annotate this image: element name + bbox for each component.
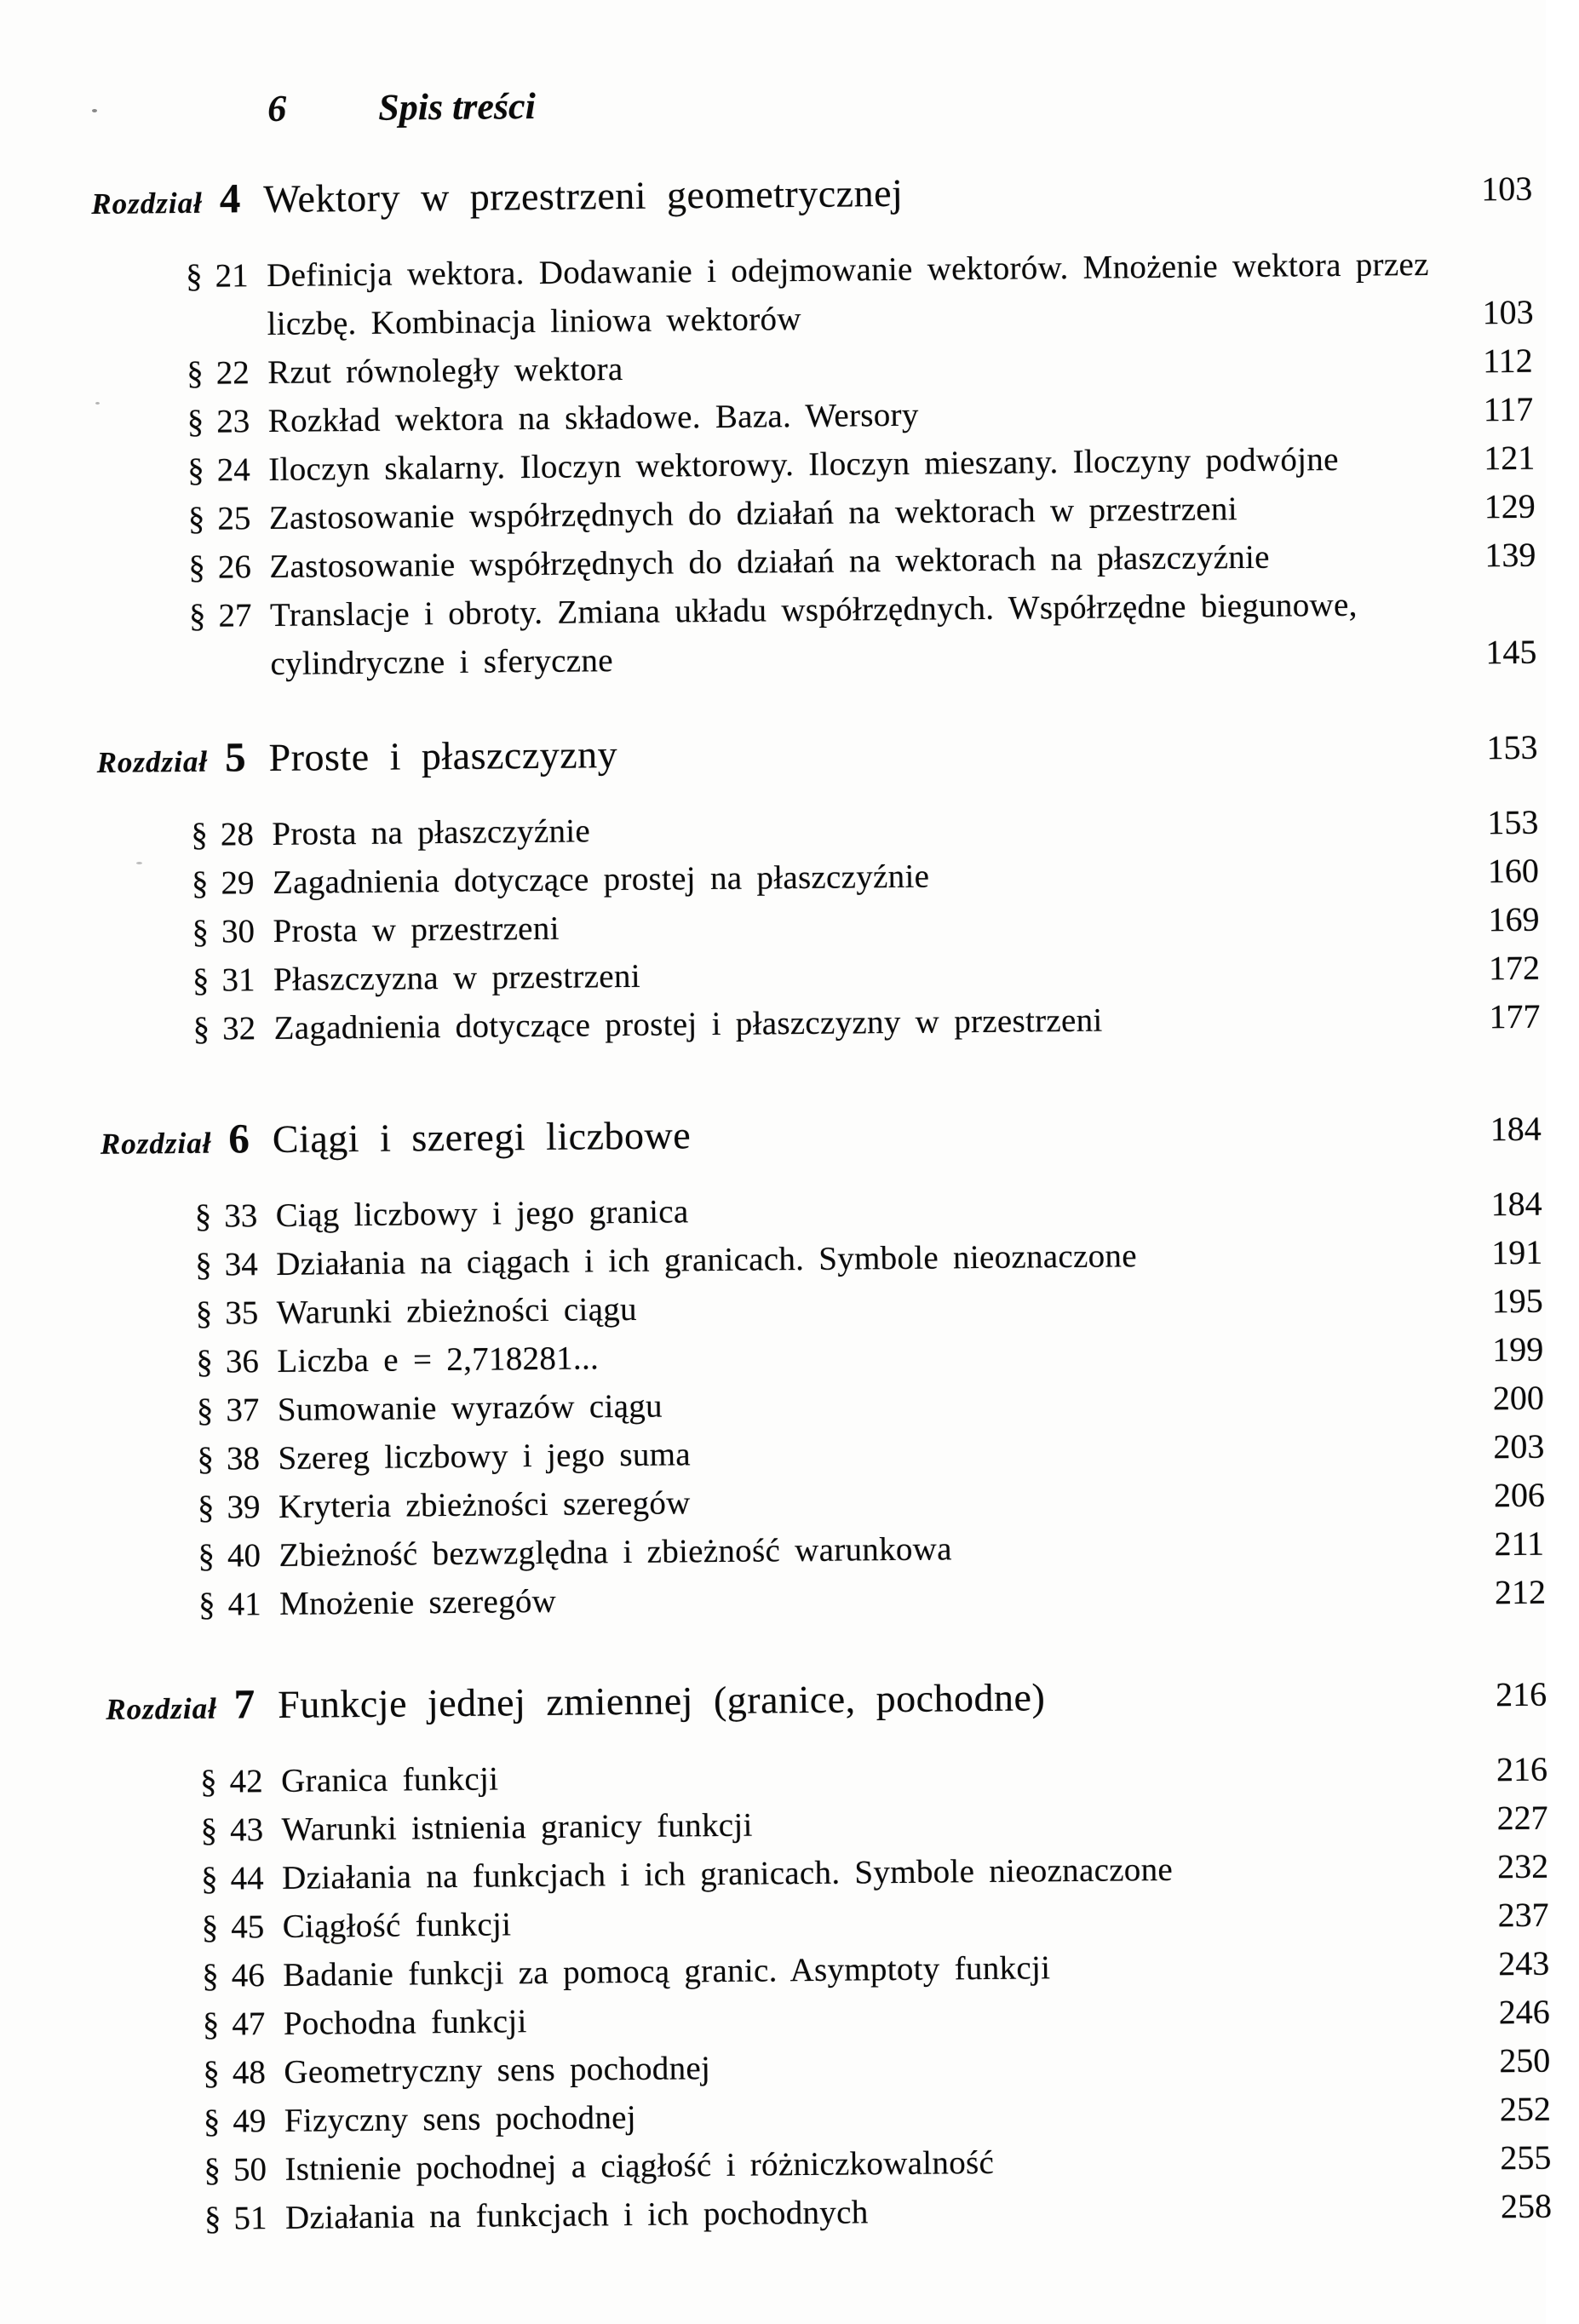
section-number: 46 [231, 1957, 265, 1994]
section-number: 49 [233, 2103, 267, 2140]
section-mark: § [187, 403, 204, 440]
section-page-number: 112 [1482, 341, 1533, 381]
section-mark: § [201, 1908, 219, 1946]
section-page-number: 160 [1487, 851, 1540, 891]
section-number: 32 [221, 1010, 256, 1047]
section-page-number: 117 [1483, 389, 1534, 429]
section-mark: § [200, 1860, 218, 1897]
section-title: Rzut równoległy wektora [267, 350, 623, 392]
section-mark: § [200, 1811, 218, 1849]
section-mark: § [191, 816, 209, 853]
section-title: Fizyczny sens pochodnej [284, 2098, 637, 2139]
section-title: Zastosowanie współrzędnych do działań na wektorach na płaszczyźnie [269, 538, 1270, 585]
section-mark: § [185, 257, 203, 295]
section-mark: § [192, 1010, 210, 1047]
section-number: 51 [233, 2200, 267, 2237]
section-title: Iloczyn skalarny. Iloczyn wektorowy. Iloczyn mieszany. Iloczyny podwójne [268, 440, 1339, 488]
chapter-number: 6 [228, 1115, 250, 1162]
sections-list [3, 239, 1553, 691]
section-title: Warunki istnienia granicy funkcji [281, 1806, 753, 1848]
chapter-label: Rozdział [106, 1691, 218, 1726]
section-page-number: 246 [1498, 1992, 1550, 2032]
section-number: 35 [225, 1294, 259, 1332]
section-title: Zagadnienia dotyczące prostej na płaszczyźnie [272, 858, 930, 901]
section-page-number: 195 [1491, 1281, 1543, 1321]
section-page-number: 153 [1487, 802, 1539, 842]
section-page-number: 191 [1490, 1232, 1543, 1272]
section-mark-cell [198, 1531, 279, 1581]
chapter-title: Wektory w przestrzeni geometrycznej [263, 170, 904, 221]
section-mark: § [197, 1440, 215, 1478]
section-page-number: 211 [1494, 1524, 1545, 1564]
section-mark-cell [186, 251, 267, 301]
section-mark-cell [188, 494, 270, 543]
section-mark-cell [189, 591, 271, 640]
chapter-title: Proste i płaszczyzny [268, 732, 618, 780]
section-number: 42 [229, 1763, 263, 1800]
chapter-label: Rozdział [100, 1126, 212, 1161]
section-mark: § [198, 1586, 215, 1623]
section-mark-cell [198, 1483, 279, 1532]
section-mark: § [197, 1489, 215, 1526]
section-page-number: 250 [1499, 2040, 1551, 2080]
section-mark: § [188, 597, 206, 634]
section-mark-cell [188, 542, 270, 592]
section-mark: § [202, 1957, 219, 1994]
section-mark: § [191, 864, 209, 902]
section-number: 47 [232, 2006, 266, 2043]
section-mark-cell [197, 1386, 278, 1435]
section-title: Warunki zbieżności ciągu [276, 1290, 638, 1331]
section-mark: § [204, 2151, 221, 2189]
section-number: 31 [221, 961, 256, 999]
section-number: 33 [224, 1197, 258, 1235]
section-mark: § [203, 2103, 221, 2140]
section-number: 25 [217, 500, 251, 537]
section-page-number: 184 [1490, 1184, 1542, 1224]
section-page-number: 232 [1496, 1846, 1549, 1886]
section-page-number: 177 [1489, 996, 1541, 1036]
section-page-number: 169 [1488, 899, 1540, 939]
section-title: Badanie funkcji za pomocą granic. Asymptoty funkcji [283, 1949, 1051, 1994]
section-mark-cell [204, 2145, 285, 2195]
sections-list [8, 798, 1556, 1055]
section-title: Rozkład wektora na składowe. Baza. Wersory [267, 396, 919, 440]
section-number: 37 [226, 1392, 260, 1429]
section-number: 22 [215, 354, 250, 392]
section-title: Granica funkcji [280, 1760, 499, 1799]
section-page-number: 145 [1485, 632, 1537, 672]
section-mark: § [195, 1294, 213, 1332]
sections-list [11, 1179, 1561, 1631]
section-number: 26 [217, 548, 252, 586]
chapter-page-number: 103 [1480, 169, 1533, 209]
toc-entry [186, 239, 1549, 349]
section-mark: § [196, 1343, 214, 1380]
section-number: 39 [227, 1489, 261, 1526]
chapter-page-number: 153 [1486, 727, 1538, 767]
section-mark-cell [204, 2097, 285, 2146]
section-title: Prosta na płaszczyźnie [272, 812, 591, 852]
section-title: Sumowanie wyrazów ciągu [277, 1387, 663, 1428]
section-page-number: 243 [1497, 1943, 1550, 1983]
section-mark-cell [187, 348, 268, 398]
section-page-number: 227 [1496, 1798, 1548, 1838]
chapter-heading [7, 719, 1553, 790]
section-mark-cell [196, 1288, 278, 1338]
section-page-number: 200 [1492, 1378, 1545, 1418]
section-number: 23 [216, 403, 250, 440]
section-title: Prosta w przestrzeni [273, 910, 560, 950]
section-mark-cell [187, 397, 268, 446]
section-mark: § [202, 2006, 220, 2043]
section-title: Zbieżność bezwzględna i zbieżność warunkowa [278, 1530, 952, 1574]
section-mark-cell [196, 1337, 278, 1386]
section-page-number: 206 [1493, 1475, 1546, 1515]
chapter-heading [11, 1100, 1558, 1172]
section-number: 30 [221, 913, 256, 950]
section-title: Działania na funkcjach i ich pochodnych [284, 2194, 869, 2236]
chapter-title: Funkcje jednej zmiennej (granice, pochodne) [278, 1675, 1046, 1726]
section-mark-cell [192, 955, 274, 1005]
section-page-number: 252 [1499, 2089, 1552, 2129]
chapter-label: Rozdział [91, 186, 204, 221]
section-title: Ciągłość funkcji [282, 1906, 512, 1945]
chapter-block [11, 1100, 1562, 1631]
section-mark-cell [201, 1854, 283, 1903]
section-mark-cell [192, 907, 273, 956]
section-mark: § [192, 913, 210, 950]
section-title: Translacje i obroty. Zmiana układu współrzędnych. Współrzędne biegunowe, cylindryczne i sferyczne [269, 586, 1358, 682]
section-page-number: 121 [1484, 438, 1536, 478]
section-mark-cell [192, 858, 273, 908]
section-number: 21 [215, 257, 249, 295]
section-page-number: 103 [1482, 292, 1534, 332]
section-mark: § [188, 548, 206, 586]
section-mark-cell [192, 1004, 274, 1053]
section-title: Zastosowanie współrzędnych do działań na wektorach w przestrzeni [268, 491, 1238, 537]
section-mark-cell [197, 1434, 278, 1483]
section-title: Mnożenie szeregów [278, 1582, 557, 1622]
section-page-number: 199 [1492, 1329, 1544, 1369]
section-mark-cell [201, 1902, 283, 1952]
section-mark-cell [203, 2000, 284, 2049]
section-page-number: 129 [1484, 486, 1536, 526]
section-number: 36 [225, 1343, 260, 1380]
section-title: Kryteria zbieżności szeregów [278, 1484, 691, 1525]
chapter-number: 7 [233, 1680, 256, 1728]
section-title: Geometryczny sens pochodnej [284, 2050, 711, 2091]
section-title: Działania na ciągach i ich granicach. Symbole nieoznaczone [276, 1237, 1138, 1283]
section-mark: § [187, 500, 205, 537]
section-mark: § [196, 1392, 214, 1429]
section-title: Płaszczyzna w przestrzeni [273, 957, 641, 998]
section-page-number: 258 [1500, 2186, 1553, 2226]
section-mark: § [192, 961, 210, 999]
section-number: 29 [221, 864, 255, 902]
section-mark-cell [203, 2048, 284, 2097]
section-title: Liczba e = 2,718281... [277, 1340, 600, 1380]
chapter-block [16, 1665, 1567, 2244]
chapter-label: Rozdział [96, 744, 209, 779]
section-mark: § [204, 2200, 221, 2237]
section-number: 40 [227, 1537, 261, 1575]
section-number: 45 [231, 1908, 265, 1946]
section-title: Ciąg liczbowy i jego granica [275, 1193, 689, 1234]
section-title: Działania na funkcjach i ich granicach. Symbole nieoznaczone [281, 1851, 1174, 1896]
section-mark: § [203, 2054, 221, 2092]
section-title: Zagadnienia dotyczące prostej i płaszczyzny w przestrzeni [273, 1001, 1103, 1047]
section-mark: § [195, 1246, 212, 1283]
section-mark-cell [191, 810, 273, 859]
section-number: 38 [226, 1440, 261, 1478]
section-title: Pochodna funkcji [283, 2003, 527, 2042]
chapters-list [2, 160, 1567, 2245]
chapter-number: 4 [219, 175, 241, 222]
section-title: Definicja wektora. Dodawanie i odejmowanie wektorów. Mnożenie wektora przez liczbę. Kombinacja liniowa wektorów [266, 245, 1429, 343]
section-number: 34 [224, 1246, 258, 1283]
section-page-number: 237 [1497, 1895, 1549, 1935]
running-head [267, 73, 1547, 133]
section-mark-cell [187, 445, 269, 495]
section-page-number: 172 [1488, 948, 1541, 988]
section-title: Istnienie pochodnej a ciągłość i różniczkowalność [284, 2143, 995, 2188]
section-mark: § [187, 451, 205, 489]
section-number: 24 [216, 451, 251, 489]
section-mark-cell [195, 1240, 277, 1289]
running-head-title: Spis treści [377, 84, 537, 129]
section-mark: § [198, 1537, 215, 1575]
section-page-number: 216 [1496, 1749, 1548, 1789]
section-mark: § [199, 1763, 217, 1800]
section-mark-cell [202, 1951, 284, 2000]
section-number: 28 [220, 816, 255, 853]
chapter-heading [16, 1665, 1563, 1736]
section-page-number: 203 [1493, 1426, 1545, 1466]
chapter-page-number: 216 [1495, 1674, 1547, 1714]
section-number: 41 [227, 1586, 261, 1623]
sections-list [17, 1744, 1567, 2244]
section-page-number: 212 [1494, 1572, 1547, 1612]
toc-entry [189, 579, 1553, 689]
chapter-page-number: 184 [1490, 1109, 1542, 1149]
section-mark: § [187, 354, 204, 392]
section-mark-cell [204, 2194, 286, 2243]
section-mark-cell [198, 1580, 280, 1629]
section-title: Szereg liczbowy i jego suma [278, 1436, 692, 1477]
chapter-block [7, 719, 1556, 1055]
section-number: 48 [232, 2054, 267, 2092]
section-mark: § [194, 1197, 212, 1235]
chapter-block [2, 160, 1553, 691]
section-page-number: 139 [1484, 535, 1536, 575]
section-mark-cell [200, 1757, 282, 1806]
section-mark-cell [200, 1805, 282, 1855]
section-number: 50 [233, 2151, 267, 2189]
section-number: 27 [218, 597, 252, 634]
section-number: 43 [229, 1811, 264, 1849]
chapter-heading [2, 160, 1548, 232]
section-mark-cell [194, 1191, 276, 1241]
folio-page-number: 6 [267, 87, 287, 129]
section-number: 44 [230, 1860, 264, 1897]
chapter-title: Ciągi i szeregi liczbowe [272, 1113, 692, 1161]
section-page-number: 255 [1500, 2138, 1552, 2178]
chapter-number: 5 [224, 733, 246, 781]
